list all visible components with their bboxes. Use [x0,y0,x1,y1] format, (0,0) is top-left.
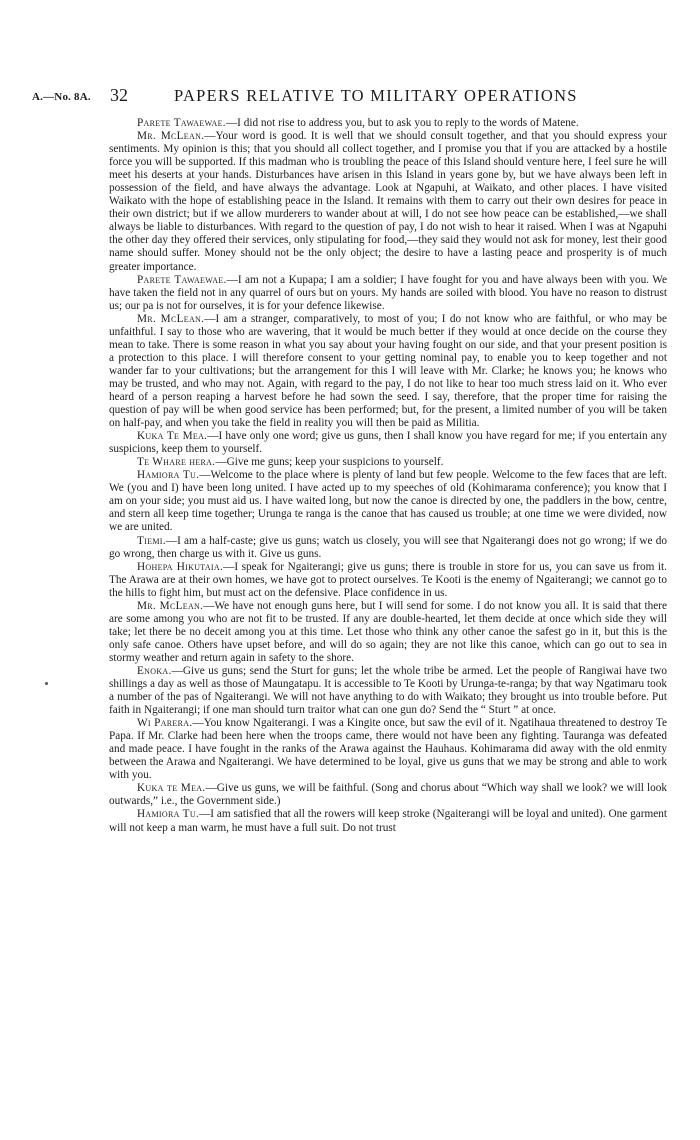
speech-text: —I am a half-caste; give us guns; watch us closely, you will see that Ngaiterangi does not go wrong; if we do go wrong, then charge us with it. Give us guns. [109,534,667,560]
body-text [109,117,667,835]
speech-text: —I am not a Kupapa; I am a soldier; I have fought for you and have always been with you. We have taken the field not in any quarrel of ours but on yours. My hands are soiled with blood. You have no reason to distrust us; our pa is not for ourselves, it is for your defence likewise. [109,273,667,312]
margin-mark [45,682,48,685]
paragraph [109,313,667,430]
speech-text: —I am satisfied that all the rowers will keep stroke (Ngaiterangi will be loyal and united). One garment will not keep a man warm, he must have a full suit. Do not trust [109,808,667,834]
speaker-name: Hamiora Tu. [137,469,200,482]
document-reference: A.—No. 8A. [32,91,91,103]
paragraph [109,535,667,561]
paragraph [109,130,667,274]
speech-text: —I am a stranger, comparatively, to most of you; I do not know who are faithful, or who may be unfaithful. I say to those who are wavering, that it would be much better if they would at once decide on the course they mean to take. There is some reason in what you say about your having fought on our side, and that your present position is a protection to this place. I will therefore consent to your getting nominal pay, to enable you to keep together and not wander far to your cultivations; but the arrangement for this I will leave with Mr. Clarke; he knows you; he knows who may be trusted, and who may not. Again, with regard to the pay, I do not like to hear too much stress laid on it. Who ever heard of a person reaping a harvest before he had sown the seed. I say, therefore, that the proper time for raising the question of pay will be when good service has been performed; but, for the present, a limited number of you will be taken on half-pay, and when you take the field in reality you will then be paid as Militia. [109,312,667,430]
paragraph [109,717,667,782]
speaker-name: Kuka te Mea. [137,782,206,795]
paragraph [109,469,667,534]
speech-text: —I speak for Ngaiterangi; give us guns; there is trouble in store for us, you can save us from it. The Arawa are at their own homes, we have got to protect ourselves. Te Kooti is the enemy of Ngaiterangi; we cannot go to the hills to fight him, but must act on the defensive. Place confidence in us. [109,560,667,599]
page-number: 32 [110,85,128,105]
speech-text: —We have not enough guns here, but I will send for some. I do not know you all. It is said that there are some among you who are not fit to be trusted. If any are double-hearted, let them decide at once which side they will take; let there be no deceit among you at this time. Let those who think any other canoe the safest go in it, but this is the only safe canoe. Others have upset before, and will do so again; they are not like this canoe, which can go out to sea in stormy weather and return again in safety to the shore. [109,599,667,664]
paragraph [109,808,667,834]
speech-text: —Welcome to the place where is plenty of land but few people. Welcome to the few faces that are left. We (you and I) have been long united. I have acted up to my speeches of old (Kohimarama conference); you know that I am on your side; you must aid us. I have waited long, but now the canoe is directed by one, the paddlers in the bow, centre, and stern all keep time together; Urunga te ranga is the canoe that has caused us trouble; at one time we were divided, now we are united. [109,469,667,534]
speech-text: —Give us guns, we will be faithful. (Song and chorus about “Which way shall we look? we will look outwards,” i.e., the Government side.) [109,782,667,808]
page-header [0,84,700,106]
speaker-name: Mr. McLean. [137,130,205,143]
paragraph [109,274,667,313]
speaker-name: Te Whare hera. [137,456,216,469]
speaker-name: Parete Tawaewae. [137,117,226,129]
paragraph [109,561,667,600]
speech-text: —I have only one word; give us guns, then I shall know you have regard for me; if you entertain any suspicions, keep them to yourself. [109,430,667,456]
paragraph [109,430,667,456]
speaker-name: Mr. McLean. [137,312,205,325]
speaker-name: Tiemi. [137,534,166,547]
speech-text: —You know Ngaiterangi. I was a Kingite once, but saw the evil of it. Ngatihaua threatened to destroy Te Papa. If Mr. Clarke had been here when the troops came, there would not have been any fighting. Tauranga was defeated and made peace. I have fought in the ranks of the Arawa against the Hauhaus. Kohimarama did away with the old enmity between the Arawa and Ngaiterangi. We have determined to be loyal, give us guns that we may be strong and able to work with you. [109,717,667,782]
speaker-name: Parete Tawaewae. [137,273,227,286]
speech-text: —I did not rise to address you, but to ask you to reply to the words of Matene. [225,117,579,129]
speech-text: —Your word is good. It is well that we should consult together, and that you should express your sentiments. My opinion is this; that you should all collect together, and I promise you that if you are attacked by a hostile force you will be supported. If this madman who is troubling the peace of this Island should venture here, I feel sure he will meet his deserts at your hands. Disturbances have arisen in this Island in years gone by, but we have always been left in possession of the field, and have always the advantage. Look at Ngapuhi, at Waikato, and other places. I have visited Waikato with the hope of establishing peace in the Island. It remains with them to carry out their own desires for peace in their own district; but if we allow murderers to wander about at will, I do not see how peace can be established,—we shall always be liable to disturbances. With regard to the question of pay, I do not wish to hear it raised. When I was at Ngapuhi the other day they offered their services, only stipulating for food,—they said they would not ask for money, lest their good name should suffer. Money should not be the only object; the desire to have a lasting peace and prosperity is of much greater importance. [109,130,667,273]
speaker-name: Mr. McLean. [137,599,204,612]
speaker-name: Hohepa Hikutaia. [137,560,224,573]
speech-text: —Give us guns; send the Sturt for guns; let the whole tribe be armed. Let the people of Rangiwai have two shillings a day as well as those of Maungatapu. It is accessible to Te Kooti by Urunga-te-ranga; by that way Ngatimaru took a number of the pas of Ngaiterangi. We will not have anything to do with Waikato; they brought us into trouble before. Put faith in Ngaiterangi; if one man should turn traitor what can one gun do? Send the “ Sturt ” at once. [109,664,667,717]
running-title: PAPERS RELATIVE TO MILITARY OPERATIONS [174,86,578,105]
paragraph [109,665,667,717]
speaker-name: Hamiora Tu. [137,808,200,821]
speaker-name: Enoka. [137,664,172,677]
speech-text: —Give me guns; keep your suspicions to yourself. [215,456,444,469]
paragraph [109,600,667,665]
paragraph [109,117,667,130]
speaker-name: Wi Parera. [137,717,193,730]
speaker-name: Kuka Te Mea. [137,430,208,443]
paragraph [109,456,667,469]
paragraph [109,782,667,808]
